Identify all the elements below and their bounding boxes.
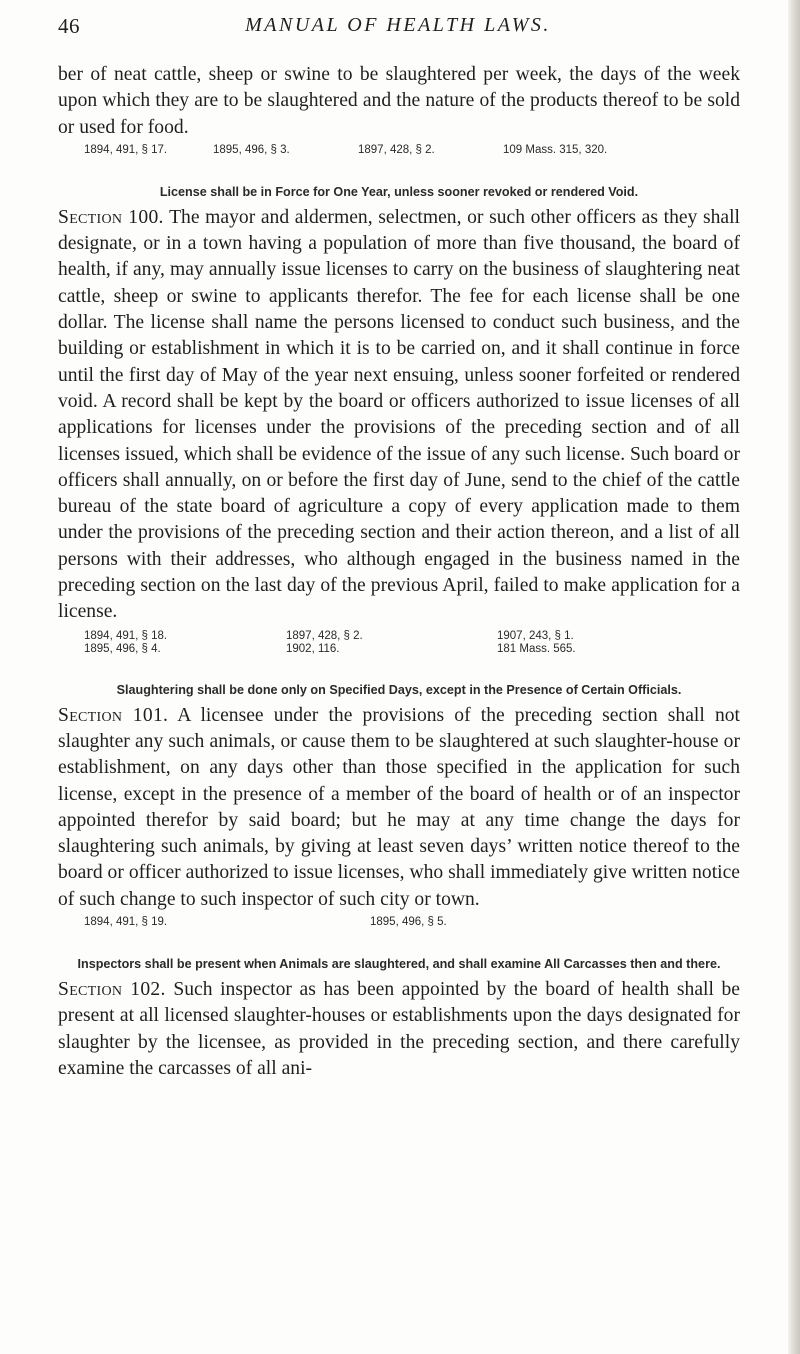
citation: 181 Mass. 565.	[497, 643, 576, 656]
section-102-heading: Inspectors shall be present when Animals are slaughtered, and shall examine All Carcasses then and there.	[77, 957, 721, 972]
section-100-text: The mayor and aldermen, selectmen, or such other officers as they shall designate, or in a town having a population of more than five thousand, the board of health, if any, may annually issue licenses to carry on the business of slaughtering neat cattle, sheep or swine to applicants therefor. The fee for each license shall be one dollar. The license shall name the persons licensed to conduct such business, and the building or establishment in which it is to be carried on, and it shall continue in force until the first day of May of the year next ensuing, unless sooner forfeited or rendered void. A record shall be kept by the board or officers authorized to issue licenses of all applications for licenses under the provisions of the preceding section and of all licenses issued, which shall be evidence of the issue of any such license. Such board or officers shall annually, on or before the first day of June, send to the chief of the cattle bureau of the state board of agriculture a copy of every application made to them under the provisions of the preceding section and their action thereon, and a list of all persons with their addresses, who although engaged in the business named in the preceding section on the last day of the previous April, failed to make application for a license.	[58, 206, 741, 623]
citation: 1902, 116.	[286, 643, 340, 656]
page-number: 46	[58, 14, 80, 38]
citation: 1897, 428, § 2.	[286, 629, 363, 642]
page-body	[58, 62, 740, 1082]
section-102-label: Section 102.	[58, 979, 166, 1001]
citation: 1907, 243, § 1.	[497, 629, 574, 642]
citation: 1894, 491, § 18.	[84, 629, 168, 642]
section-101-heading: Slaughtering shall be done only on Specified Days, except in the Presence of Certain Officials.	[116, 682, 682, 697]
section-101-label: Section 101.	[58, 704, 169, 726]
running-title: MANUAL OF HEALTH LAWS.	[245, 14, 551, 36]
section-102-paragraph	[58, 977, 740, 1082]
section-100-citations	[84, 630, 740, 657]
citation: 1895, 496, § 4.	[84, 643, 161, 656]
citation: 1895, 496, § 5.	[370, 916, 447, 929]
citation: 1894, 491, § 17.	[84, 143, 168, 156]
section-101-citations	[58, 915, 740, 929]
section-100-heading: License shall be in Force for One Year, unless sooner revoked or rendered Void.	[159, 184, 639, 199]
section-100-label: Section 100.	[58, 206, 164, 228]
section-101-text: A licensee under the provisions of the preceding section shall not slaughter any such animals, or cause them to be slaughtered at such slaughter-house or establishment, on any days other than those specified in the application for such license, except in the presence of a member of the board of health or of an inspector appointed therefor by said board; but he may at any time change the days for slaughtering such animals, by giving at least seven days’ written notice thereof to the board or officer authorized to issue licenses, who shall immediately give written notice of such change to such inspector of such city or town.	[58, 704, 740, 910]
page-edge-shadow	[788, 0, 800, 1354]
citation: 1897, 428, § 2.	[358, 143, 435, 156]
page-header	[58, 14, 738, 54]
continuation-citations	[58, 143, 740, 157]
continuation-paragraph: ber of neat cattle, sheep or swine to be slaughtered per week, the days of the week upon which they are to be slaughtered and the nature of the products thereof to be sold or used for food.	[58, 64, 740, 138]
section-101-paragraph	[58, 703, 740, 913]
citation: 109 Mass. 315, 320.	[503, 143, 608, 156]
section-100-paragraph	[58, 205, 740, 626]
section-102-text: Such inspector as has been appointed by the board of health shall be present at all licensed slaughter-houses or establishments upon the days designated for slaughter by the licensee, as provided in the preceding section, and there carefully examine the carcasses of all ani-	[58, 979, 741, 1079]
citation: 1894, 491, § 19.	[84, 916, 168, 929]
citation: 1895, 496, § 3.	[213, 143, 290, 156]
